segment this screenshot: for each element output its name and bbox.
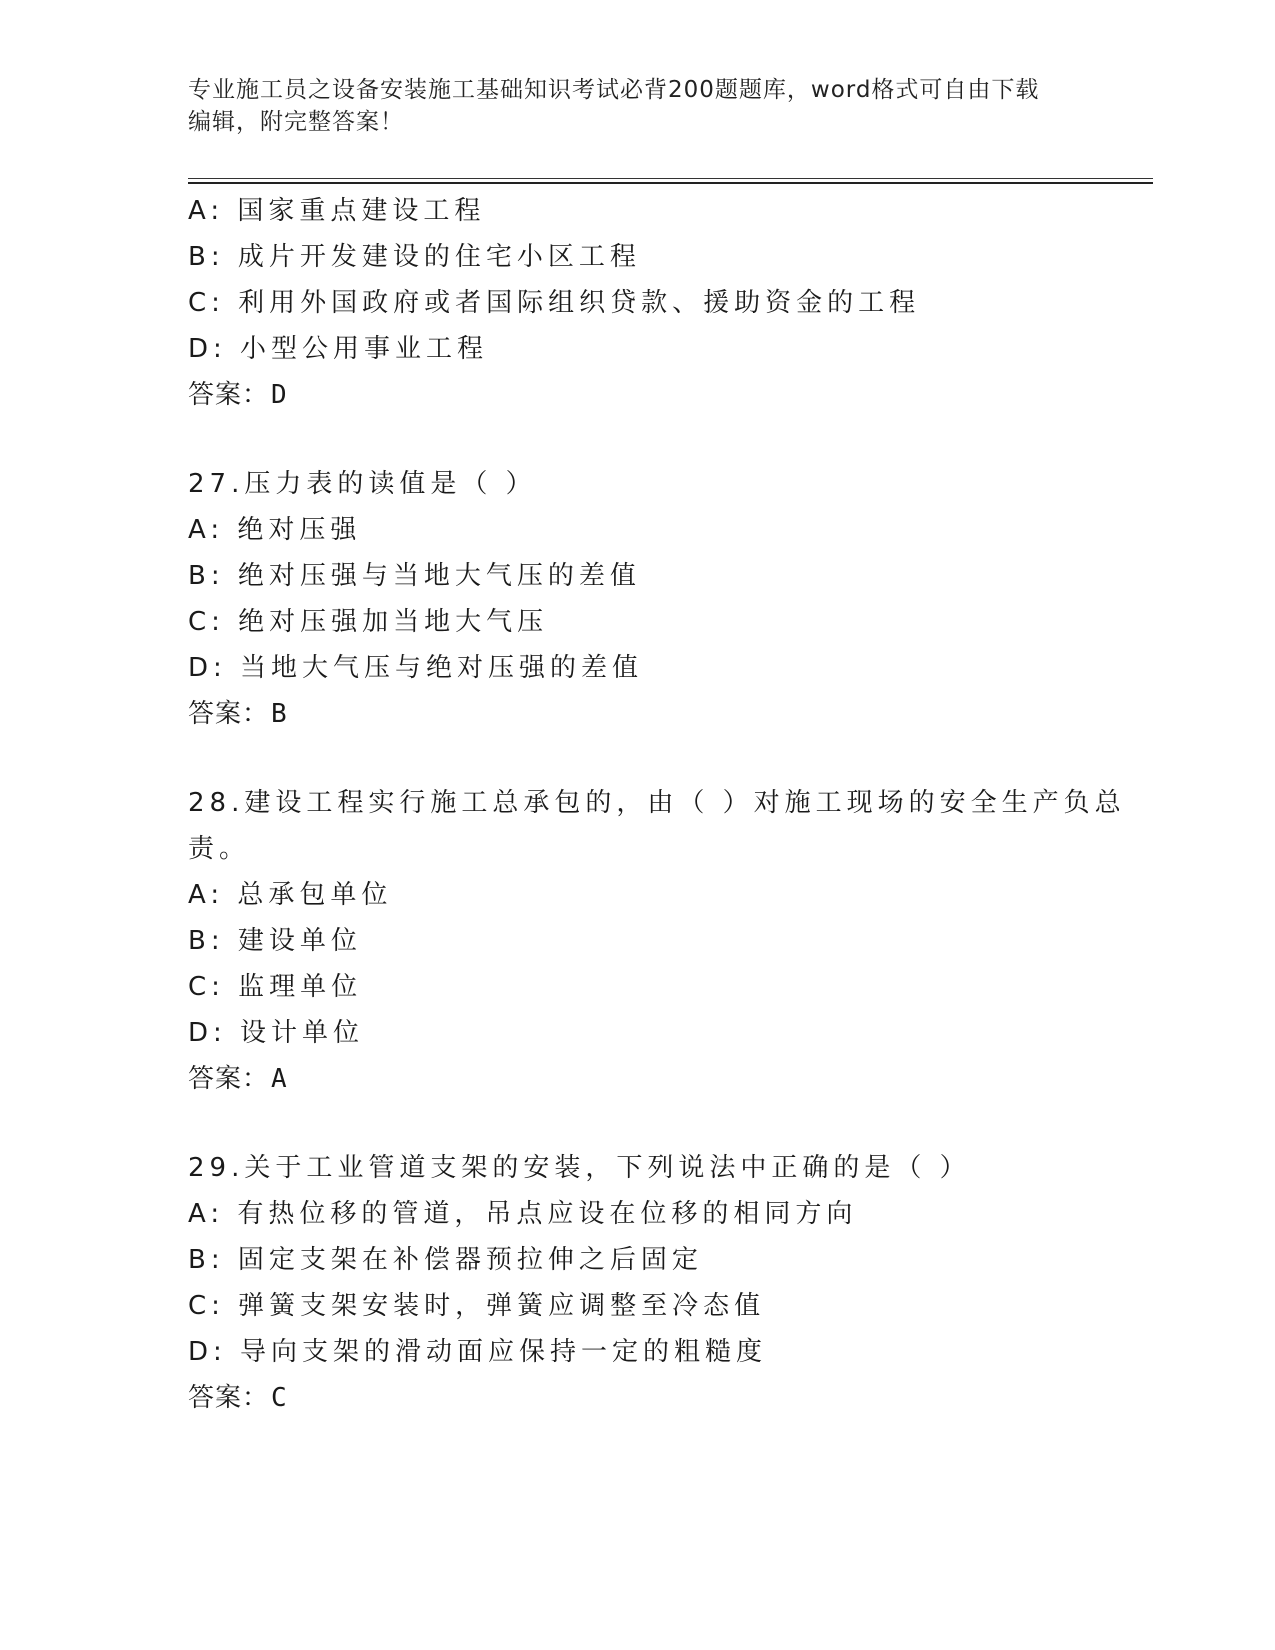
question-block-29 [188, 1145, 1088, 1421]
answer-value: C [271, 1383, 288, 1413]
option-a: A: 绝对压强 [188, 515, 362, 545]
option-c: C: 利用外国政府或者国际组织贷款、援助资金的工程 [188, 288, 921, 318]
header-divider-thin [188, 178, 1153, 179]
question-stem: 27.压力表的读值是（ ） [188, 469, 537, 499]
header-line-1: 专业施工员之设备安装施工基础知识考试必背200题题库，word格式可自由下载 [188, 77, 1040, 103]
question-stem-line-2: 责。 [188, 834, 251, 864]
answer-label: 答案： [188, 1383, 270, 1413]
answer-label: 答案： [188, 380, 270, 410]
answer-line [188, 1056, 1088, 1102]
question-stem-line-1: 28.建设工程实行施工总承包的，由（ ）对施工现场的安全生产负总 [188, 788, 1126, 818]
header-divider-thick [188, 182, 1153, 184]
option-d: D: 小型公用事业工程 [188, 334, 489, 364]
answer-line [188, 372, 1088, 418]
question-stem: 29.关于工业管道支架的安装，下列说法中正确的是（ ） [188, 1153, 971, 1183]
question-block-27 [188, 461, 1088, 737]
option-c: C: 弹簧支架安装时，弹簧应调整至冷态值 [188, 1291, 766, 1321]
document-header [188, 74, 1088, 138]
answer-label: 答案： [188, 1064, 270, 1094]
option-a: A: 国家重点建设工程 [188, 196, 486, 226]
option-b: B: 建设单位 [188, 926, 362, 956]
answer-value: A [271, 1064, 288, 1094]
option-a: A: 总承包单位 [188, 880, 393, 910]
option-b: B: 绝对压强与当地大气压的差值 [188, 561, 641, 591]
option-d: D: 导向支架的滑动面应保持一定的粗糙度 [188, 1337, 768, 1367]
answer-line [188, 691, 1088, 737]
option-c: C: 监理单位 [188, 972, 363, 1002]
option-d: D: 设计单位 [188, 1018, 365, 1048]
option-b: B: 成片开发建设的住宅小区工程 [188, 242, 641, 272]
question-list [188, 188, 1126, 1421]
answer-value: D [271, 380, 288, 410]
answer-value: B [271, 699, 288, 729]
option-c: C: 绝对压强加当地大气压 [188, 607, 549, 637]
question-block-28 [188, 780, 1126, 1102]
header-line-2: 编辑，附完整答案！ [188, 109, 404, 135]
question-block-prev [188, 188, 1088, 418]
answer-line [188, 1375, 1088, 1421]
option-b: B: 固定支架在补偿器预拉伸之后固定 [188, 1245, 703, 1275]
answer-label: 答案： [188, 699, 270, 729]
option-a: A: 有热位移的管道，吊点应设在位移的相同方向 [188, 1199, 858, 1229]
option-d: D: 当地大气压与绝对压强的差值 [188, 653, 644, 683]
